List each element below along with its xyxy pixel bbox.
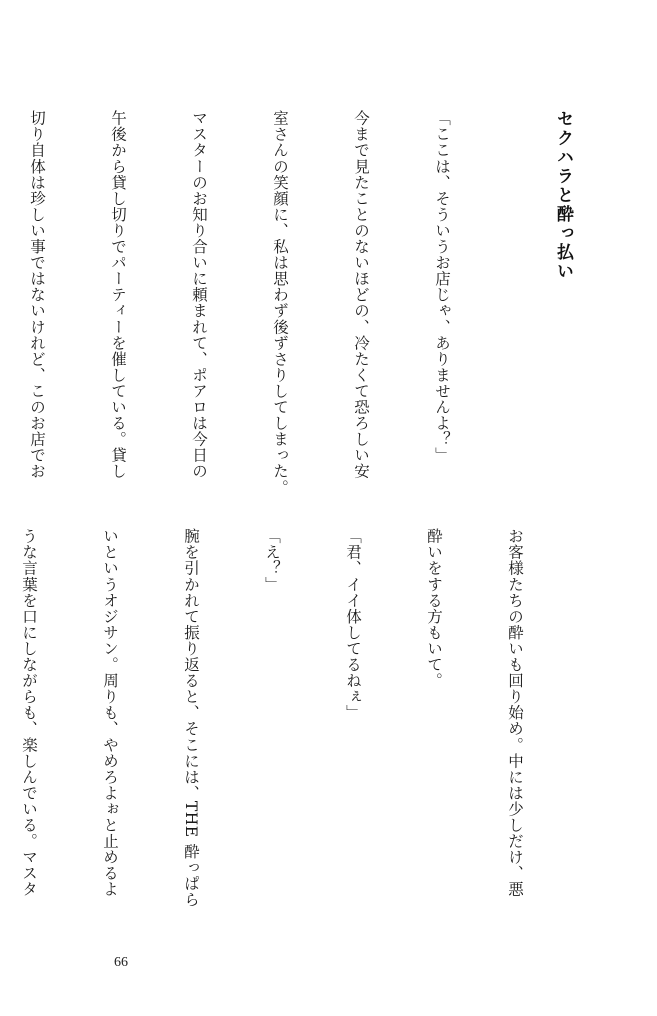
text-line: 午後から貸し切りでパーティーを催している。貸し — [109, 110, 127, 480]
text-line: 切り自体は珍しい事ではないけれど、このお店でお — [28, 110, 46, 480]
text-line: 「ここは、そういうお店じゃ、ありませんよ？」 — [433, 110, 451, 464]
text-line: 今まで見たことのないほどの、冷たくて恐ろしい安 — [352, 110, 370, 480]
text-line: 酔いをする方もいて。 — [425, 528, 443, 689]
text-line: 腕を引かれて振り返ると、そこには、THE 酔っぱら — [182, 528, 200, 908]
text-line: 室さんの笑顔に、私は思わず後ずさりしてしまった。 — [271, 110, 289, 496]
page-number: 66 — [114, 955, 128, 970]
text-line: 「君、イイ体してるねぇ」 — [344, 528, 362, 721]
text-line: うな言葉を口にしながらも、楽しんでいる。マスタ — [20, 528, 38, 898]
text-line: いというオジサン。周りも、やめろよぉと止めるよ — [101, 528, 119, 898]
chapter-title: セクハラと酔っ払い — [553, 110, 573, 281]
text-line: お客様たちの酔いも回り始め。中には少しだけ、悪 — [506, 528, 524, 898]
bottom-text-block — [0, 528, 582, 920]
text-line: 「え？」 — [263, 528, 281, 593]
top-text-block — [0, 110, 509, 502]
text-line: マスターのお知り合いに頼まれて、ポアロは今日の — [190, 110, 208, 480]
